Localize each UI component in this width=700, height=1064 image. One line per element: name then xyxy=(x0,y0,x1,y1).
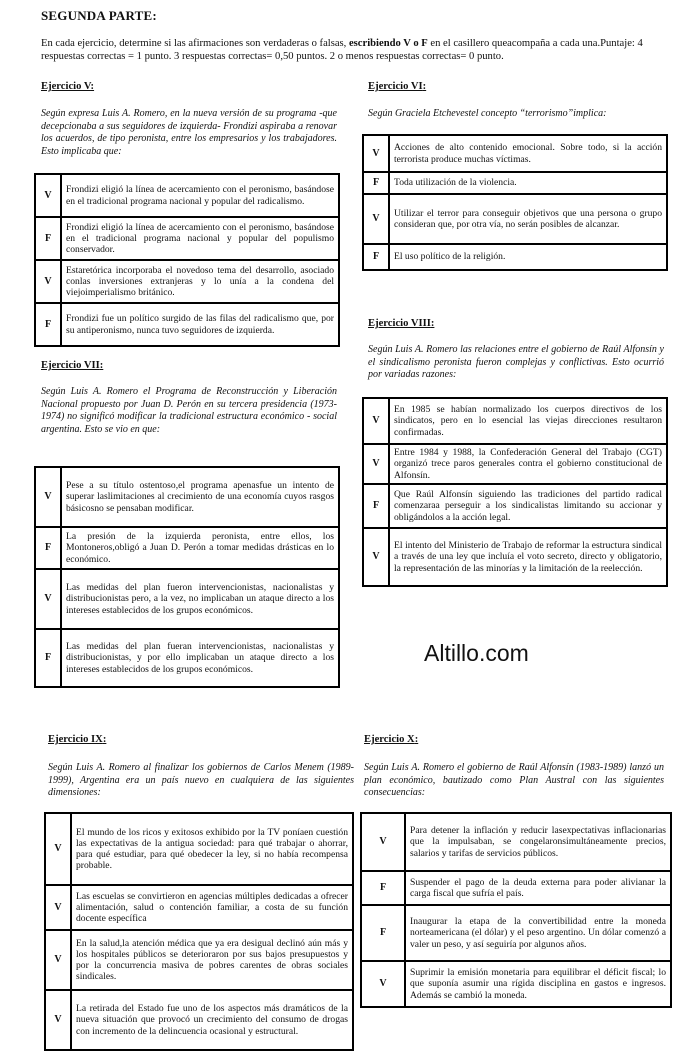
answer-cell[interactable]: V xyxy=(45,885,71,930)
exercise-9-intro: Según Luis A. Romero al finalizar los gobiernos de Carlos Menem (1989-1999), Argentina era un país nuevo en cualquiera de las siguientes dimensiones: xyxy=(48,762,354,798)
answer-cell[interactable]: F xyxy=(35,629,61,687)
answer-cell[interactable]: V xyxy=(35,174,61,217)
exercise-10-table xyxy=(360,812,672,1008)
statement-text: El intento del Ministerio de Trabajo de reformar la estructura sindical a través de una ley que incluía el voto secreto, directo y obligatorio, la representación de las minorías y la limitación de la reelección. xyxy=(389,528,667,586)
exercise-6-heading-text: Ejercicio VI xyxy=(368,81,423,92)
statement-text: Las medidas del plan fueran intervencionistas, nacionalistas y distribucionistas, y por ello implicaban un ataque directo a los intereses establecidos de los grupos económicos. xyxy=(61,629,339,687)
answer-cell[interactable]: V xyxy=(45,930,71,990)
exercise-5-table xyxy=(34,173,340,347)
statement-text: Frondizi fue un político surgido de las filas del radicalismo que, por su antiperonismo, nunca tuvo seguidores de izquierda. xyxy=(61,303,339,346)
answer-cell[interactable]: V xyxy=(363,398,389,444)
answer-cell[interactable]: V xyxy=(363,135,389,172)
answer-cell[interactable]: F xyxy=(35,217,61,260)
statement-text: Las medidas del plan fueron intervencionistas, nacionalistas y distribucionistas pero, a la vez, no implicaban un ataque directo a los intereses establecidos de los grupos económicos. xyxy=(61,569,339,629)
statement-text: Para detener la inflación y reducir lasexpectativas inflacionarias que la impulsaban, se congelaronsimultáneamente precios, salarios y tarifas de servicios públicos. xyxy=(405,813,671,871)
exercise-9-table xyxy=(44,812,354,1051)
instructions-text: En cada ejercicio, determine si las afirmaciones son verdaderas o falsas, xyxy=(41,38,349,49)
exercise-8-intro: Según Luis A. Romero las relaciones entre el gobierno de Raúl Alfonsín y el sindicalismo peronista fueron complejas y conflictivas. Esto ocurrió por variadas razones: xyxy=(368,344,664,380)
statement-text: La retirada del Estado fue uno de los aspectos más dramáticos de la nueva situación que provocó un crecimiento del consumo de drogas con incremento de la delincuencia ocasional y estructural. xyxy=(71,990,353,1050)
watermark: Altillo.com xyxy=(424,640,529,666)
exercise-9-heading: Ejercicio IX: xyxy=(48,734,107,745)
exercise-7-table xyxy=(34,466,340,688)
exercise-9-heading-text: Ejercicio IX xyxy=(48,734,103,745)
statement-text: La presión de la izquierda peronista, entre ellos, los Montoneros,obligó a Juan D. Perón a tomar medidas drásticas en lo económico. xyxy=(61,527,339,569)
answer-cell[interactable]: F xyxy=(363,484,389,528)
statement-text: En la salud,la atención médica que ya era desigual declinó aún más y los hospitales públicos se deterioraron por sus bajos presupuestos y por la concurrencia masiva de pobres carentes de obras sociales sindicales. xyxy=(71,930,353,990)
answer-cell[interactable]: V xyxy=(363,528,389,586)
statement-text: El mundo de los ricos y exitosos exhibido por la TV poníaen cuestión las expectativas de la antigua sociedad: para qué trabajar o ahorrar, para qué estudiar, para qué obedecer la ley, si no había recompensa probable. xyxy=(71,813,353,885)
statement-text: Las escuelas se convirtieron en agencias múltiples dedicadas a ofrecer alimentación, salud o contención familiar, a costa de su función docente específica xyxy=(71,885,353,930)
answer-cell[interactable]: V xyxy=(361,961,405,1007)
statement-text: Acciones de alto contenido emocional. Sobre todo, si la acción terrorista produce muchas víctimas. xyxy=(389,135,667,172)
exercise-6-intro: Según Graciela Etchevestel concepto “terrorismo”implica: xyxy=(368,108,607,119)
statement-text: Toda utilización de la violencia. xyxy=(389,172,667,194)
exercise-7-heading-text: Ejercicio VII xyxy=(41,360,100,371)
statement-text: Frondizi eligió la línea de acercamiento con el peronismo, basándose en el tradicional programa nacional y popular del populismo conservador. xyxy=(61,217,339,260)
statement-text: Utilizar el terror para conseguir objetivos que una persona o grupo consideran que, por otra vía, no serán posibles de alcanzar. xyxy=(389,194,667,244)
statement-text: Suspender el pago de la deuda externa para poder alivianar la carga fiscal que sufría el país. xyxy=(405,871,671,905)
answer-cell[interactable]: F xyxy=(363,172,389,194)
answer-cell[interactable]: F xyxy=(361,905,405,961)
statement-text: Que Raúl Alfonsín siguiendo las tradiciones del partido radical comenzaraa perseguir a los sindicalistas limitando su accionar y obligándolos a la acción legal. xyxy=(389,484,667,528)
exercise-5-intro: Según expresa Luis A. Romero, en la nueva versión de su programa -que decepcionaba a sus seguidores de izquierda- Frondizi aspiraba a renovar los acuerdos, de tipo peronista, entre los empresarios y los trabajadores. Esto implicaba que: xyxy=(41,108,337,157)
exercise-7-intro: Según Luis A. Romero el Programa de Reconstrucción y Liberación Nacional propuesto por Juan D. Perón en su tercera presidencia (1973-1974) no significó modificar la tradicional estructura económico - social argentina. Esto se vio en que: xyxy=(41,386,337,435)
statement-text: Entre 1984 y 1988, la Confederación General del Trabajo (CGT) organizó trece paros generales contra el gobierno constitucional de Alfonsín. xyxy=(389,444,667,484)
answer-cell[interactable]: V xyxy=(363,194,389,244)
exercise-8-table xyxy=(362,397,668,587)
statement-text: Pese a su título ostentoso,el programa apenasfue un intento de superar laslimitaciones al crecimiento de una economía cuyos rasgos básicosno se pensaban modificar. xyxy=(61,467,339,527)
instructions-bold: escribiendo V o F xyxy=(348,38,428,49)
statement-text: Inaugurar la etapa de la convertibilidad entre la moneda norteamericana (el dólar) y el peso argentino. Un dólar comenzó a valer un peso, y así seguiría por algunos años. xyxy=(405,905,671,961)
exercise-5-heading: Ejercicio V: xyxy=(41,81,95,92)
answer-cell[interactable]: F xyxy=(361,871,405,905)
answer-cell[interactable]: V xyxy=(35,569,61,629)
answer-cell[interactable]: V xyxy=(45,813,71,885)
answer-cell[interactable]: F xyxy=(35,303,61,346)
statement-text: Frondizi eligió la línea de acercamiento con el peronismo, basándose en el tradicional programa nacional y popular del radicalismo. xyxy=(61,174,339,217)
statement-text: Suprimir la emisión monetaria para equilibrar el déficit fiscal; lo que suponía asumir una rígida disciplina en gastos e ingresos. Además se cambió la moneda. xyxy=(405,961,671,1007)
statement-text: En 1985 se habían normalizado los cuerpos directivos de los sindicatos, pero en lo esencial las viejas direcciones resultaron confirmadas. xyxy=(389,398,667,444)
answer-cell[interactable]: F xyxy=(363,244,389,270)
answer-cell[interactable]: V xyxy=(45,990,71,1050)
answer-cell[interactable]: V xyxy=(35,467,61,527)
exercise-8-heading: Ejercicio VIII: xyxy=(368,318,435,329)
exercise-10-heading: Ejercicio X: xyxy=(364,734,419,745)
answer-cell[interactable]: V xyxy=(35,260,61,303)
answer-cell[interactable]: V xyxy=(361,813,405,871)
statement-text: El uso político de la religión. xyxy=(389,244,667,270)
exercise-7-heading: Ejercicio VII: xyxy=(41,360,104,371)
answer-cell[interactable]: F xyxy=(35,527,61,569)
exercise-6-heading: Ejercicio VI: xyxy=(368,81,427,92)
exercise-10-heading-text: Ejercicio X xyxy=(364,734,415,745)
exercise-5-heading-text: Ejercicio V xyxy=(41,81,91,92)
instructions-scoring: en el casillero queacompaña a cada una.Puntaje: 4 respuestas correctas = 1 punto. 3 respuestas correctas= 0,50 puntos. 2 o menos respuestas correctas= 0 punto. xyxy=(41,38,643,62)
statement-text: Estaretórica incorporaba el novedoso tema del desarrollo, asociado conlas inversiones extranjeras y lo unía a la condena del viejoimperialismo británico. xyxy=(61,260,339,303)
instructions xyxy=(41,37,661,63)
page-title: SEGUNDA PARTE: xyxy=(41,8,157,23)
answer-cell[interactable]: V xyxy=(363,444,389,484)
exercise-8-heading-text: Ejercicio VIII xyxy=(368,318,431,329)
exercise-6-table xyxy=(362,134,668,271)
exercise-10-intro: Según Luis A. Romero el gobierno de Raúl Alfonsín (1983-1989) lanzó un plan económico, bautizado como Plan Austral con las siguientes consecuencias: xyxy=(364,762,664,798)
